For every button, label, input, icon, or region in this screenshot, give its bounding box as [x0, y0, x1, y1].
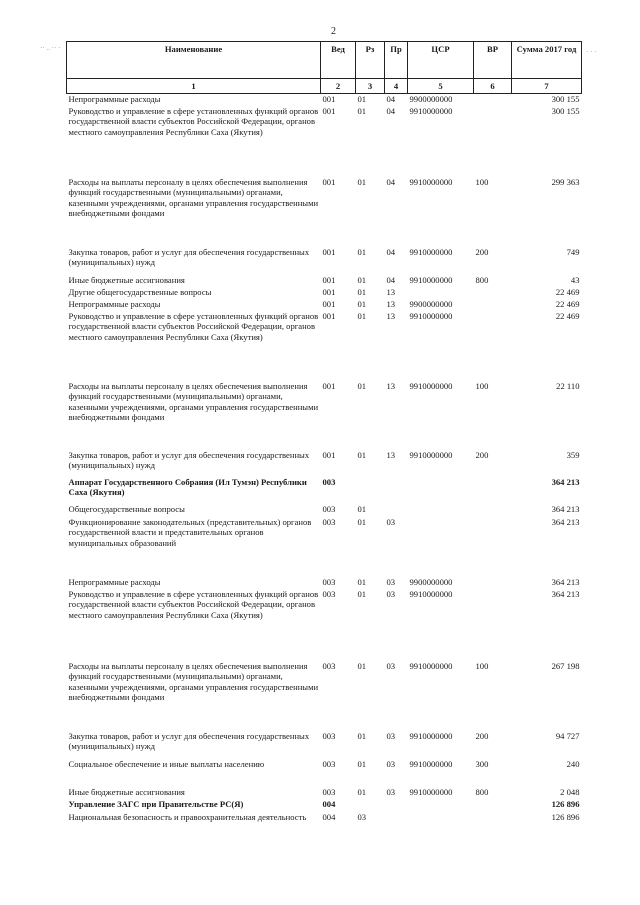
- table-row: [67, 517, 582, 577]
- row-rz: 01: [357, 94, 367, 104]
- table-row: [67, 812, 582, 836]
- table-row: [67, 106, 582, 177]
- row-pr: [385, 504, 408, 517]
- row-csr: [408, 504, 474, 517]
- row-csr: 9910000000: [409, 380, 453, 391]
- row-ved: 001: [322, 298, 336, 309]
- row-csr: 9900000000: [409, 298, 453, 309]
- budget-table: [66, 41, 582, 836]
- row-csr: 9910000000: [409, 786, 453, 797]
- row-name: Руководство и управление в сфере установленных функций органов государственной власти субъектов Российской Федерации, органов местного самоуправления Республики Саха (Якутия): [68, 310, 319, 342]
- table-row: [67, 661, 582, 731]
- row-pr: [385, 812, 408, 836]
- row-pr: 03: [386, 758, 396, 769]
- row-vr: [474, 477, 512, 504]
- row-pr: 13: [386, 286, 396, 297]
- row-vr: [474, 106, 512, 177]
- table-row: [67, 731, 582, 759]
- col-number: 6: [474, 79, 512, 94]
- table-row: [67, 275, 582, 287]
- row-pr: 13: [386, 298, 396, 309]
- row-csr: 9910000000: [409, 730, 453, 741]
- row-sum: 300 155: [551, 94, 580, 104]
- row-name: Непрограммные расходы: [68, 94, 161, 104]
- table-row: [67, 381, 582, 450]
- row-pr: 04: [386, 246, 396, 257]
- row-sum: 240: [566, 758, 580, 769]
- row-sum: 94 727: [555, 730, 580, 741]
- row-sum: 749: [566, 246, 580, 257]
- row-pr: 04: [386, 176, 396, 187]
- table-row: [67, 247, 582, 275]
- row-csr: 9910000000: [409, 660, 453, 671]
- scan-artifact-left: ·· .. ·· ·: [40, 44, 61, 52]
- row-vr: [474, 287, 512, 299]
- row-rz: 01: [357, 730, 367, 741]
- row-pr: 13: [386, 380, 396, 391]
- table-row: [67, 787, 582, 799]
- row-vr: 300: [475, 758, 489, 769]
- row-name: Другие общегосударственные вопросы: [68, 286, 212, 297]
- row-vr: [474, 504, 512, 517]
- table-row: [67, 177, 582, 247]
- row-sum: 22 469: [555, 298, 580, 309]
- row-pr: [385, 799, 408, 812]
- col-header-vr: ВР: [474, 42, 512, 79]
- row-rz: 01: [357, 516, 367, 527]
- row-csr: [408, 477, 474, 504]
- row-ved: 003: [322, 503, 336, 514]
- row-vr: 800: [475, 274, 489, 285]
- row-name: Непрограммные расходы: [68, 298, 161, 309]
- row-sum: 22 110: [556, 380, 580, 391]
- row-vr: 200: [475, 246, 489, 257]
- row-rz: 01: [357, 310, 367, 321]
- row-csr: 9910000000: [409, 588, 453, 599]
- row-vr: [474, 799, 512, 812]
- table-row: [67, 577, 582, 589]
- page-number: 2: [331, 26, 336, 37]
- row-ved: 001: [322, 286, 336, 297]
- row-rz: 01: [357, 176, 367, 187]
- row-rz: 01: [357, 274, 367, 285]
- row-pr: 03: [386, 730, 396, 741]
- row-csr: [408, 517, 474, 577]
- col-header-ved: Вед: [321, 42, 356, 79]
- col-number: 5: [408, 79, 474, 94]
- row-sum: 126 896: [551, 811, 580, 822]
- row-sum: 364 213: [551, 476, 580, 487]
- row-pr: 03: [386, 786, 396, 797]
- row-rz: [356, 799, 385, 812]
- row-ved: 003: [322, 576, 336, 587]
- row-ved: 001: [322, 380, 336, 391]
- row-vr: [474, 299, 512, 311]
- row-csr: 9910000000: [409, 758, 453, 769]
- row-ved: 003: [322, 516, 336, 527]
- row-ved: 001: [322, 94, 336, 104]
- row-sum: 364 213: [551, 516, 580, 527]
- row-sum: 364 213: [551, 576, 580, 587]
- col-number: 1: [67, 79, 321, 94]
- row-rz: 01: [357, 286, 367, 297]
- row-csr: 9900000000: [409, 576, 453, 587]
- row-vr: 800: [475, 786, 489, 797]
- row-ved: 004: [322, 798, 336, 809]
- row-ved: 004: [322, 811, 336, 822]
- col-header-sum: Сумма 2017 год: [512, 42, 582, 79]
- row-name: Закупка товаров, работ и услуг для обеспечения государственных (муниципальных) нужд: [68, 246, 310, 268]
- row-name: Общегосударственные вопросы: [68, 503, 185, 514]
- row-vr: 100: [475, 660, 489, 671]
- row-ved: 003: [322, 730, 336, 741]
- row-sum: 126 896: [551, 798, 580, 809]
- row-rz: 01: [357, 503, 367, 514]
- row-rz: 01: [357, 380, 367, 391]
- row-vr: 100: [475, 380, 489, 391]
- col-header-name: Наименование: [67, 42, 321, 79]
- row-sum: 359: [566, 449, 580, 460]
- row-csr: [408, 799, 474, 812]
- row-sum: 22 469: [555, 310, 580, 321]
- row-rz: 01: [357, 298, 367, 309]
- row-name: Закупка товаров, работ и услуг для обеспечения государственных (муниципальных) нужд: [68, 730, 310, 752]
- row-rz: [356, 477, 385, 504]
- row-name: Национальная безопасность и правоохранительная деятельность: [68, 811, 307, 822]
- row-name: Непрограммные расходы: [68, 576, 161, 587]
- row-ved: 003: [322, 786, 336, 797]
- table-row: [67, 759, 582, 787]
- row-ved: 001: [322, 449, 336, 460]
- col-number: 4: [385, 79, 408, 94]
- row-csr: 9900000000: [409, 94, 453, 104]
- table-row: [67, 589, 582, 661]
- row-name: Расходы на выплаты персоналу в целях обеспечения выполнения функций государственными (муниципальными) органами, казенными учреждениями, органами управления государственными внебюджетными фондами: [68, 380, 319, 423]
- table-row: [67, 299, 582, 311]
- row-csr: 9910000000: [409, 449, 453, 460]
- row-name: Аппарат Государственного Собрания (Ил Тумэн) Республики Саха (Якутия): [68, 476, 307, 498]
- row-ved: 003: [322, 476, 336, 487]
- row-csr: 9910000000: [409, 310, 453, 321]
- row-rz: 01: [357, 660, 367, 671]
- row-pr: 03: [386, 516, 396, 527]
- row-rz: 03: [357, 811, 367, 822]
- row-name: Руководство и управление в сфере установленных функций органов государственной власти субъектов Российской Федерации, органов местного самоуправления Республики Саха (Якутия): [68, 105, 319, 137]
- col-number: 7: [512, 79, 582, 94]
- row-name: Иные бюджетные ассигнования: [68, 786, 185, 797]
- row-csr: [408, 287, 474, 299]
- table-row: [67, 287, 582, 299]
- row-ved: 001: [322, 246, 336, 257]
- row-sum: 43: [570, 274, 580, 285]
- row-vr: [474, 94, 512, 106]
- row-vr: [474, 589, 512, 661]
- row-csr: [408, 812, 474, 836]
- row-pr: [385, 477, 408, 504]
- table-row: [67, 799, 582, 812]
- row-name: Закупка товаров, работ и услуг для обеспечения государственных (муниципальных) нужд: [68, 449, 310, 471]
- row-rz: 01: [357, 786, 367, 797]
- row-ved: 003: [322, 660, 336, 671]
- table-row: [67, 94, 582, 106]
- row-pr: 04: [386, 105, 396, 116]
- row-rz: 01: [357, 576, 367, 587]
- row-vr: [474, 311, 512, 381]
- row-pr: 03: [386, 588, 396, 599]
- row-vr: [474, 517, 512, 577]
- row-rz: 01: [357, 758, 367, 769]
- row-sum: 300 155: [551, 105, 580, 116]
- row-pr: 04: [386, 94, 396, 104]
- row-name: Управление ЗАГС при Правительстве РС(Я): [68, 798, 244, 809]
- row-vr: [474, 812, 512, 836]
- row-csr: 9910000000: [409, 176, 453, 187]
- row-name: Функционирование законодательных (представительных) органов государственной власти и представительных органов муниципальных образований: [68, 516, 312, 548]
- row-sum: 2 048: [560, 786, 580, 797]
- row-csr: 9910000000: [409, 274, 453, 285]
- row-sum: 364 213: [551, 588, 580, 599]
- table-row: [67, 504, 582, 517]
- col-header-pr: Пр: [385, 42, 408, 79]
- row-rz: 01: [357, 449, 367, 460]
- row-sum: 299 363: [551, 176, 580, 187]
- row-pr: 13: [386, 310, 396, 321]
- col-number: 2: [321, 79, 356, 94]
- row-pr: 13: [386, 449, 396, 460]
- row-name: Иные бюджетные ассигнования: [68, 274, 185, 285]
- row-ved: 001: [322, 274, 336, 285]
- scan-artifact-right: · · ·: [586, 48, 597, 56]
- col-number: 3: [356, 79, 385, 94]
- row-rz: 01: [357, 105, 367, 116]
- row-vr: 200: [475, 730, 489, 741]
- row-rz: 01: [357, 246, 367, 257]
- row-pr: 04: [386, 274, 396, 285]
- row-ved: 003: [322, 758, 336, 769]
- row-vr: [474, 577, 512, 589]
- column-number-row: [67, 79, 582, 94]
- table-row: [67, 450, 582, 477]
- row-sum: 22 469: [555, 286, 580, 297]
- row-pr: 03: [386, 576, 396, 587]
- header-row: [67, 42, 582, 79]
- row-vr: 200: [475, 449, 489, 460]
- row-name: Расходы на выплаты персоналу в целях обеспечения выполнения функций государственными (муниципальными) органами, казенными учреждениями, органами управления государственными внебюджетными фондами: [68, 660, 319, 703]
- row-ved: 001: [322, 310, 336, 321]
- row-ved: 001: [322, 105, 336, 116]
- row-name: Расходы на выплаты персоналу в целях обеспечения выполнения функций государственными (муниципальными) органами, казенными учреждениями, органами управления государственными внебюджетными фондами: [68, 176, 319, 219]
- row-name: Социальное обеспечение и иные выплаты населению: [68, 758, 265, 769]
- col-header-rz: Рз: [356, 42, 385, 79]
- row-ved: 001: [322, 176, 336, 187]
- row-sum: 364 213: [551, 503, 580, 514]
- row-pr: 03: [386, 660, 396, 671]
- row-rz: 01: [357, 588, 367, 599]
- row-name: Руководство и управление в сфере установленных функций органов государственной власти субъектов Российской Федерации, органов местного самоуправления Республики Саха (Якутия): [68, 588, 319, 620]
- row-sum: 267 198: [551, 660, 580, 671]
- row-vr: 100: [475, 176, 489, 187]
- table-row: [67, 477, 582, 504]
- row-csr: 9910000000: [409, 105, 453, 116]
- row-csr: 9910000000: [409, 246, 453, 257]
- table-row: [67, 311, 582, 381]
- col-header-csr: ЦСР: [408, 42, 474, 79]
- row-ved: 003: [322, 588, 336, 599]
